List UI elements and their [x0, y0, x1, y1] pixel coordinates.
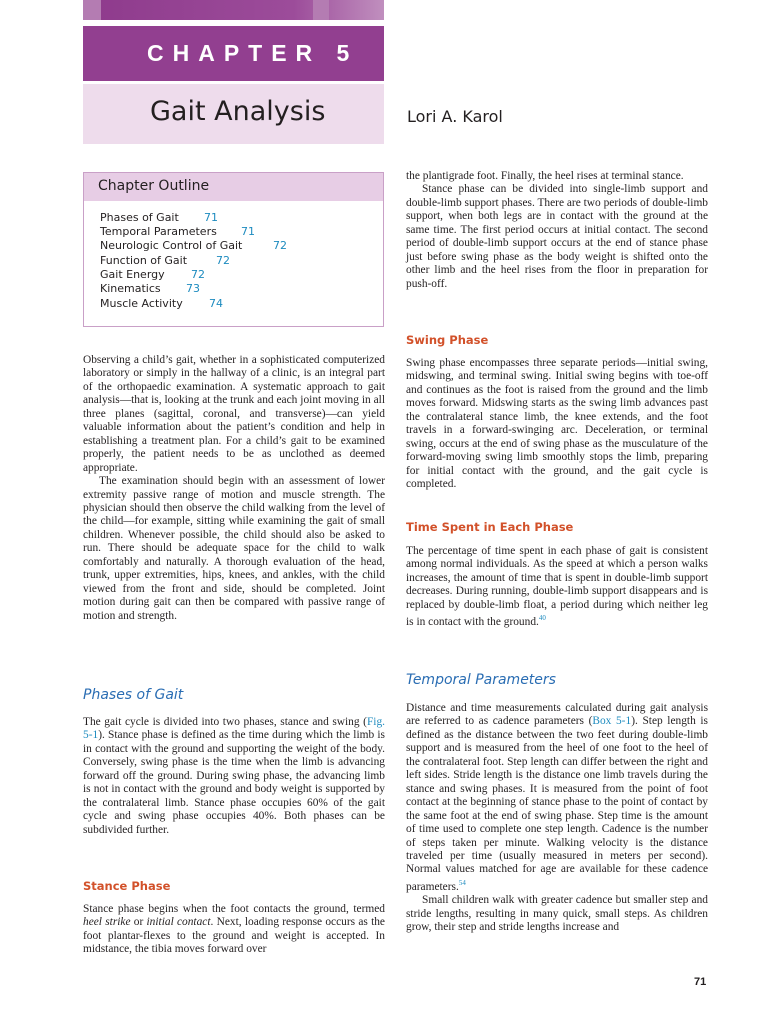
outline-item[interactable]: Function of Gait 72: [100, 254, 230, 267]
outline-item[interactable]: Phases of Gait 71: [100, 211, 218, 224]
body-paragraph: Stance phase can be divided into single-limb support and double-limb support phases. There are two periods of double-limb support, when both legs are in contact with the ground at the same time. The first period occurs at initial contact. The second period of double-limb support occurs at the end of stance phase just before swing phase as the body weight is shifted onto the other limb and the heel rises from the floor in preparation for push-off.: [406, 183, 708, 290]
outline-item[interactable]: Muscle Activity 74: [100, 297, 223, 310]
chapter-label: CHAPTER 5: [147, 40, 359, 66]
chapter-label-band: [83, 26, 384, 81]
box-link[interactable]: Box 5-1: [592, 715, 632, 728]
phases-text: [83, 716, 385, 837]
stripe-segment: [313, 0, 329, 20]
section-heading-phases: Phases of Gait: [83, 687, 184, 703]
stance-continued-text: [406, 170, 708, 291]
reference-link[interactable]: 54: [458, 878, 466, 887]
phases-paragraph: The gait cycle is divided into two phases, stance and swing (Fig. 5-1). Stance phase is defined as the time during which the limb is in contact with the ground and supporting the weight of the body. Conversely, swing phase is the time when the limb is advancing forward off the ground. During swing phase, the advancing limb is not in contact with the ground and body weight is supported by the contralateral limb. Stance phase occupies 60% of the gait cycle and swing phase occupies 40%. Both phases can be subdivided further.: [83, 716, 385, 836]
author-name: Lori A. Karol: [407, 107, 503, 126]
outline-page-link[interactable]: 72: [191, 268, 205, 281]
page-number: 71: [694, 976, 707, 988]
reference-link[interactable]: 40: [538, 614, 546, 623]
subsection-heading-swing: Swing Phase: [406, 333, 489, 347]
section-heading-temporal: Temporal Parameters: [406, 672, 556, 688]
outline-item[interactable]: Temporal Parameters 71: [100, 225, 255, 238]
body-paragraph: the plantigrade foot. Finally, the heel rises at terminal stance.: [406, 170, 684, 182]
time-text: [406, 545, 708, 630]
outline-page-link[interactable]: 74: [209, 297, 223, 310]
intro-text: [83, 354, 385, 623]
intro-paragraph: Observing a child’s gait, whether in a sophisticated computerized laboratory or simply in the hallway of a clinic, is an integral part of the orthopaedic examination. A systematic approach to gait analysis—that is, looking at the trunk and each joint moving in all three planes (sagittal, coronal, and transverse)—can yield valuable information about the patient’s condition and help in establishing a treatment plan. For a child’s gait to be examined properly, the patient needs to be as unclothed as deemed appropriate.: [83, 354, 385, 474]
outline-item[interactable]: Kinematics 73: [100, 282, 200, 295]
temporal-text: [406, 702, 708, 935]
outline-page-link[interactable]: 71: [204, 211, 218, 224]
swing-text: [406, 357, 708, 492]
outline-page-link[interactable]: 71: [241, 225, 255, 238]
stance-text: [83, 903, 385, 957]
temporal-paragraph: Distance and time measurements calculated during gait analysis are referred to as cadence parameters (Box 5-1). Step length is defined as the distance between the two feet during double-limb support and is measured from the heel of one foot to the heel of the contralateral foot. Step length can differ between the right and left sides. Stride length is the distance one limb travels during the stance and swing phases. It is measured from the point of foot contact at the beginning of stance phase to the point of contact by the same foot at the end of swing phase. Step time is the amount of time used to complete one step length. Cadence is the number of steps taken per minute. Walking velocity is the distance traveled per time (usually measured in meters per second). Normal values matched for age are available for these cadence parameters.$^{54}$: [406, 702, 708, 893]
outline-header: [84, 173, 383, 201]
stance-paragraph: Stance phase begins when the foot contacts the ground, termed heel strike or initial contact. Next, loading response occurs as the foot plantar-flexes to the ground and weight is accepted. In midstance, the tibia moves forward over: [83, 903, 385, 956]
outline-page-link[interactable]: 73: [186, 282, 200, 295]
subsection-heading-stance: Stance Phase: [83, 879, 171, 893]
outline-item[interactable]: Neurologic Control of Gait 72: [100, 239, 287, 252]
stripe-segment: [83, 0, 101, 20]
temporal-paragraph: Small children walk with greater cadence but smaller step and stride lengths, resulting in many quick, small steps. As children grow, their step and stride lengths increase and: [406, 894, 708, 934]
outline-item[interactable]: Gait Energy 72: [100, 268, 205, 281]
subsection-heading-time: Time Spent in Each Phase: [406, 520, 574, 534]
top-color-stripe: [83, 0, 384, 20]
title-band: [83, 84, 384, 144]
chapter-outline-box: [83, 172, 384, 327]
swing-paragraph: Swing phase encompasses three separate periods—initial swing, midswing, and terminal swing. Initial swing begins with toe-off and continues as the foot is raised from the ground and the limb moves forward. Midswing starts as the swing limb advances past the contralateral stance limb, the knee extends, and the foot travels in a forward-swinging arc. Deceleration, or terminal swing, occurs at the end of swing phase as the musculature of the forward-moving swing limb smoothly stops the limb, preparing for initial contact with the ground, and the gait cycle is completed.: [406, 357, 708, 491]
outline-page-link[interactable]: 72: [273, 239, 287, 252]
chapter-title: Gait Analysis: [150, 96, 326, 127]
intro-paragraph: The examination should begin with an assessment of lower extremity passive range of motion and muscle strength. The physician should then observe the child walking from the level of the child—for example, sitting while examining the gait of small children. Whenever possible, the child should also be asked to run. There should be adequate space for the child to walk comfortably and naturally. A thorough evaluation of the head, trunk, upper extremities, hips, knees, and ankles, with the child viewed from the front and side, should be completed. Joint motion during gait can then be compared with passive range of motion and strength.: [83, 475, 385, 622]
outline-heading: Chapter Outline: [98, 178, 210, 194]
figure-link[interactable]: Fig. 5-1: [83, 716, 385, 742]
outline-page-link[interactable]: 72: [216, 254, 230, 267]
time-paragraph: The percentage of time spent in each phase of gait is consistent among normal individuals. As the speed at which a person walks increases, the amount of time that is spent in double-limb support decreases. During running, double-limb support disappears and is replaced by double-limb float, a period during which neither leg is in contact with the ground.$^{40}$: [406, 545, 708, 629]
